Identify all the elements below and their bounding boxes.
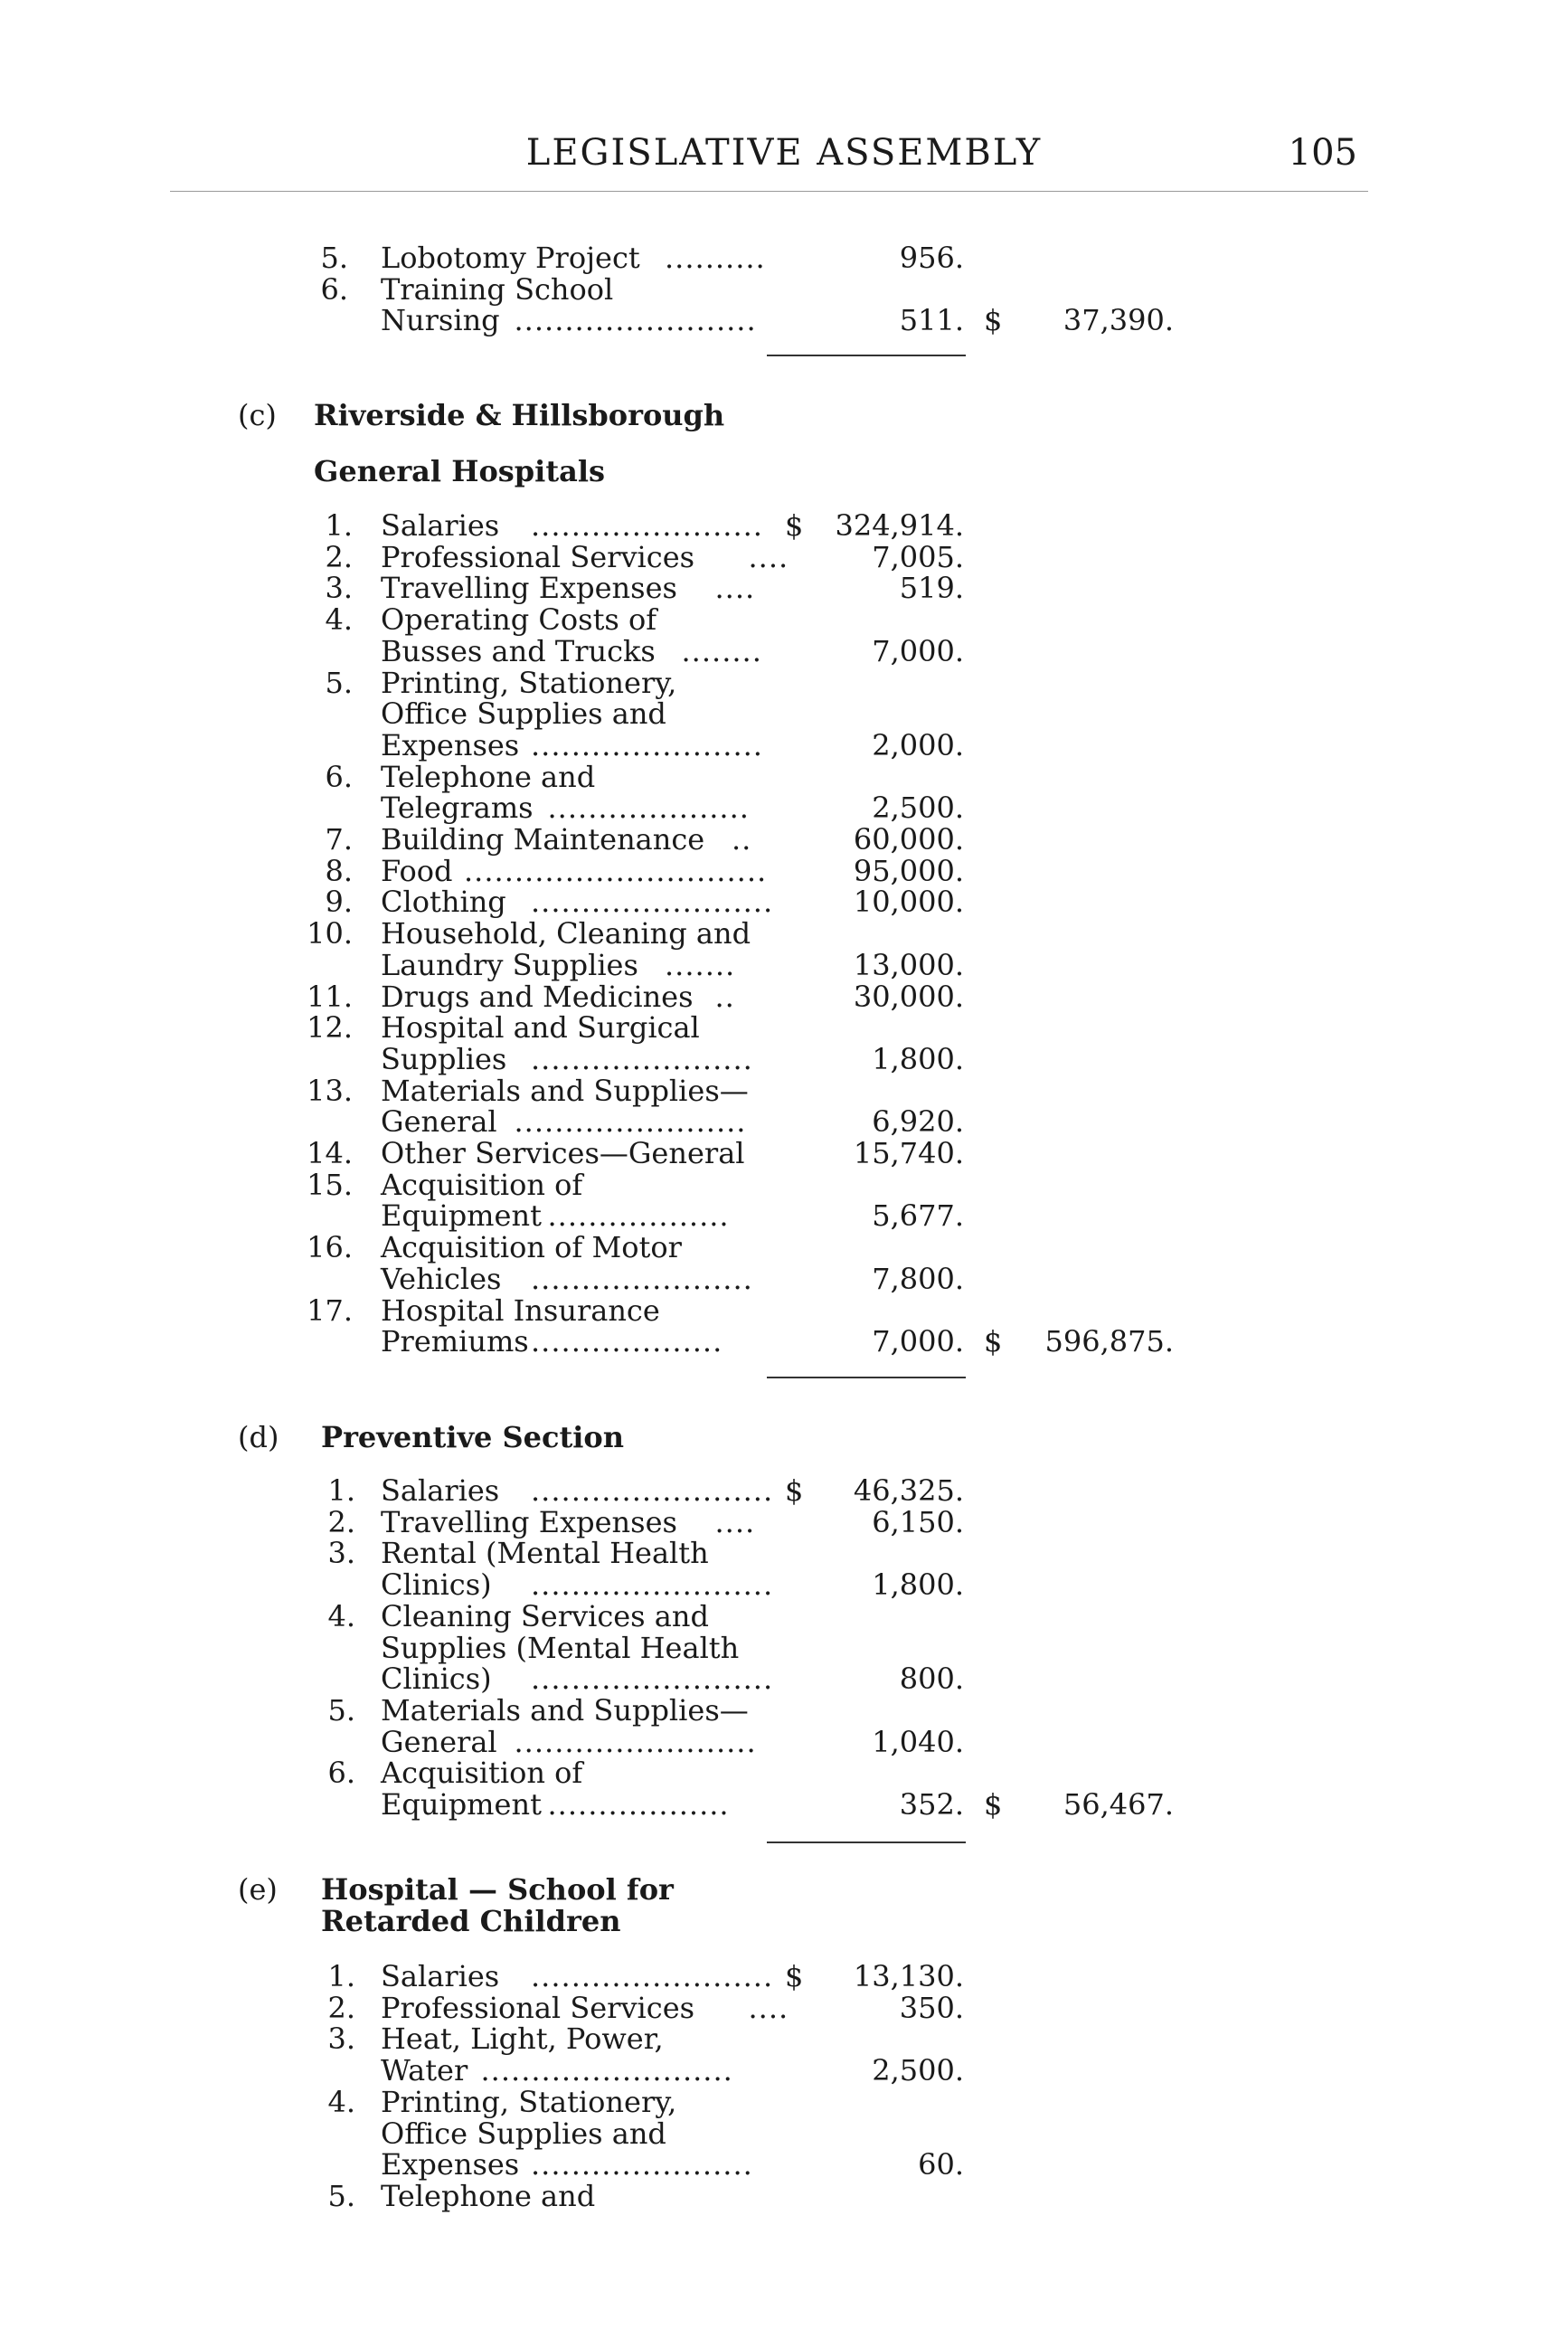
item-number: 5. [320,241,348,275]
item-description: Telegrams [381,791,534,826]
item-description: Hospital and Surgical [381,1010,700,1046]
item-amount: 30,000. [853,979,964,1014]
item-line [0,541,1568,573]
dot-leader: ........................ [514,303,757,338]
item-amount: 60,000. [853,822,964,857]
sum-rule [767,1377,966,1378]
item-number: 4. [327,2084,355,2119]
item-description: Acquisition of Motor [381,1230,682,1265]
item-amount: 2,000. [872,727,964,762]
dot-leader: ........................ [531,1662,774,1697]
dot-leader: .... [748,539,789,574]
item-description: Office Supplies and [381,2116,666,2151]
dot-leader: ................... [531,1324,723,1359]
item-number: 11. [307,979,353,1014]
item-number: 6. [327,1756,355,1791]
item-description: Professional Services [381,539,695,574]
item-line [0,1788,1568,1821]
item-line [0,1043,1568,1075]
dot-leader: .... [748,1990,789,2025]
dot-leader: ........................ [531,885,774,920]
item-number: 12. [307,1010,353,1046]
dot-leader: .................... [547,791,750,826]
item-description: Expenses [381,2147,520,2182]
item-description: Materials and Supplies— [381,1073,749,1108]
item-line [0,1325,1568,1358]
item-line [0,1600,1568,1633]
item-line [0,2148,1568,2181]
item-amount: 6,150. [872,1504,964,1539]
item-description: Drugs and Medicines [381,979,694,1014]
item-line [0,885,1568,918]
sum-rule [767,355,966,356]
item-line [0,791,1568,824]
item-line [0,1537,1568,1569]
sum-rule [767,1841,966,1843]
item-line [0,304,1568,336]
item-number: 5. [327,2178,355,2213]
item-amount: 519. [899,571,964,606]
dot-leader: .... [714,1504,756,1539]
item-line [0,697,1568,730]
item-number: 1. [327,1473,355,1508]
item-description: Supplies (Mental Health [381,1630,740,1665]
item-amount: 10,000. [853,885,964,920]
section-heading [238,1421,961,1453]
item-description: Water [381,2053,468,2088]
item-line [0,1756,1568,1789]
item-description: Other Services—General [381,1136,745,1170]
item-amount: 1,040. [872,1724,964,1759]
item-description: Heat, Light, Power, [381,2021,664,2057]
item-description: Busses and Trucks [381,633,656,668]
dot-leader: ........................ [531,1567,774,1603]
item-number: 4. [327,1598,355,1633]
item-line [0,823,1568,856]
item-line [0,2086,1568,2118]
item-amount: 324,914. [835,508,964,543]
item-amount: 7,000. [872,633,964,668]
dot-leader: ........................ [531,1473,774,1508]
item-number: 7. [325,822,353,857]
item-line [0,949,1568,981]
item-number: 8. [325,853,353,888]
item-number: 1. [327,1959,355,1993]
section-subtitle: Retarded Children [321,1904,621,1938]
item-amount: 46,325. [853,1473,964,1508]
item-line [0,635,1568,667]
section-heading [238,1873,961,1906]
item-line [0,1137,1568,1169]
dot-leader: ...................... [531,1041,753,1076]
dot-leader: ........................ [531,1959,774,1993]
item-line [0,1011,1568,1044]
item-line [0,729,1568,762]
item-line [0,917,1568,950]
item-number: 2. [327,1990,355,2025]
item-number: 13. [307,1073,353,1108]
item-line [0,241,1568,274]
item-description: Printing, Stationery, [381,2084,677,2119]
dot-leader: ........................ [514,1724,757,1759]
dollar-sign: $ [785,1473,804,1508]
item-amount: 6,920. [872,1104,964,1140]
item-description: Office Supplies and [381,696,666,732]
item-description: Salaries [381,1473,500,1508]
dot-leader: ........ [681,633,762,668]
section-title: Preventive Section [321,1420,625,1454]
item-description: Nursing [381,303,500,338]
item-line [0,273,1568,306]
item-line [0,1694,1568,1727]
item-description: Salaries [381,1959,500,1993]
item-line [0,1474,1568,1507]
item-description: Laundry Supplies [381,947,638,982]
item-amount: 7,800. [872,1261,964,1296]
section-subtitle: General Hospitals [314,454,606,488]
item-amount: 5,677. [872,1198,964,1234]
item-line [0,855,1568,887]
section-title: Hospital — School for [321,1872,674,1907]
item-description: Clinics) [381,1662,492,1697]
dot-leader: .................. [547,1198,730,1234]
dot-leader: .. [732,822,752,857]
dot-leader: ...................... [531,1261,753,1296]
item-line [0,1662,1568,1695]
dot-leader: ....................... [531,508,763,543]
page-number: 105 [1288,132,1357,174]
item-line [0,761,1568,793]
item-number: 2. [327,1504,355,1539]
item-amount: 1,800. [872,1567,964,1603]
dot-leader: ....................... [531,727,763,762]
dot-leader: ......................... [480,2053,733,2088]
item-description: Lobotomy Project [381,241,640,275]
item-number: 15. [307,1167,353,1202]
item-line [0,1075,1568,1107]
item-line [0,2054,1568,2087]
item-number: 17. [307,1292,353,1328]
item-description: Operating Costs of [381,602,657,638]
dot-leader: .......... [665,241,766,275]
item-description: Telephone and [381,759,596,794]
item-line [0,509,1568,542]
item-description: Travelling Expenses [381,1504,677,1539]
section-total: 56,467. [1063,1787,1174,1822]
item-amount: 1,800. [872,1041,964,1076]
item-number: 3. [327,1536,355,1571]
total-dollar-sign: $ [984,303,1003,338]
total-dollar-sign: $ [984,1787,1003,1822]
item-line [0,1726,1568,1758]
item-line [0,1263,1568,1295]
dot-leader: .... [714,571,756,606]
item-description: General [381,1724,497,1759]
item-line [0,1632,1568,1664]
item-line [0,572,1568,604]
item-description: Hospital Insurance [381,1292,660,1328]
item-description: Food [381,853,453,888]
item-description: Professional Services [381,1990,695,2025]
item-description: Building Maintenance [381,822,705,857]
item-line [0,1231,1568,1264]
item-description: Household, Cleaning and [381,916,751,951]
section-total: 596,875. [1044,1324,1174,1359]
section-letter: (d) [238,1420,279,1454]
dot-leader: ...................... [531,2147,753,2182]
item-description: Cleaning Services and [381,1598,709,1633]
section-total: 37,390. [1063,303,1174,338]
section-letter: (c) [238,398,277,432]
item-description: Training School [381,271,614,307]
item-description: Supplies [381,1041,507,1076]
item-line [0,1568,1568,1601]
item-line [0,2117,1568,2150]
item-line [0,1992,1568,2024]
item-number: 1. [325,508,353,543]
section-title: Riverside & Hillsborough [314,398,725,432]
item-description: Vehicles [381,1261,502,1296]
item-line [0,1105,1568,1138]
item-amount: 13,130. [853,1959,964,1993]
item-line [0,980,1568,1013]
item-amount: 2,500. [872,791,964,826]
item-amount: 2,500. [872,2053,964,2088]
item-description: Travelling Expenses [381,571,677,606]
total-dollar-sign: $ [984,1324,1003,1359]
item-line [0,2022,1568,2055]
item-description: Clinics) [381,1567,492,1603]
item-description: General [381,1104,497,1140]
item-amount: 15,740. [853,1136,964,1170]
dot-leader: .............................. [464,853,768,888]
dollar-sign: $ [785,508,804,543]
item-amount: 60. [918,2147,964,2182]
item-line [0,667,1568,699]
item-number: 2. [325,539,353,574]
item-amount: 350. [899,1990,964,2025]
item-number: 6. [320,271,348,307]
item-number: 3. [327,2021,355,2057]
section-letter: (e) [238,1872,278,1907]
item-description: Premiums [381,1324,529,1359]
item-number: 6. [325,759,353,794]
item-line [0,1506,1568,1538]
item-number: 14. [307,1136,353,1170]
item-description: Acquisition of [381,1756,583,1791]
item-description: Salaries [381,508,500,543]
item-description: Equipment [381,1198,542,1234]
item-line [0,1960,1568,1993]
dollar-sign: $ [785,1959,804,1993]
item-description: Expenses [381,727,520,762]
page-title: LEGISLATIVE ASSEMBLY [525,132,1043,174]
dot-leader: ....................... [514,1104,747,1140]
item-amount: 7,005. [872,539,964,574]
item-amount: 511. [899,303,964,338]
item-line [0,1199,1568,1232]
item-number: 10. [307,916,353,951]
item-description: Clothing [381,885,506,920]
item-amount: 956. [899,241,964,275]
item-number: 4. [325,602,353,638]
item-description: Rental (Mental Health [381,1536,709,1571]
item-number: 5. [325,665,353,700]
item-description: Equipment [381,1787,542,1822]
item-line [0,1169,1568,1201]
item-number: 9. [325,885,353,920]
item-description: Materials and Supplies— [381,1692,749,1728]
dot-leader: ....... [665,947,736,982]
item-number: 16. [307,1230,353,1265]
item-amount: 800. [899,1662,964,1697]
item-number: 3. [325,571,353,606]
section-heading [238,399,961,431]
item-line [0,1294,1568,1327]
item-amount: 7,000. [872,1324,964,1359]
item-line [0,2180,1568,2212]
item-description: Acquisition of [381,1167,583,1202]
item-amount: 352. [899,1787,964,1822]
item-amount: 95,000. [853,853,964,888]
dot-leader: .. [714,979,735,1014]
item-number: 5. [327,1692,355,1728]
item-description: Telephone and [381,2178,596,2213]
item-line [0,603,1568,636]
item-description: Printing, Stationery, [381,665,677,700]
dot-leader: .................. [547,1787,730,1822]
item-amount: 13,000. [853,947,964,982]
